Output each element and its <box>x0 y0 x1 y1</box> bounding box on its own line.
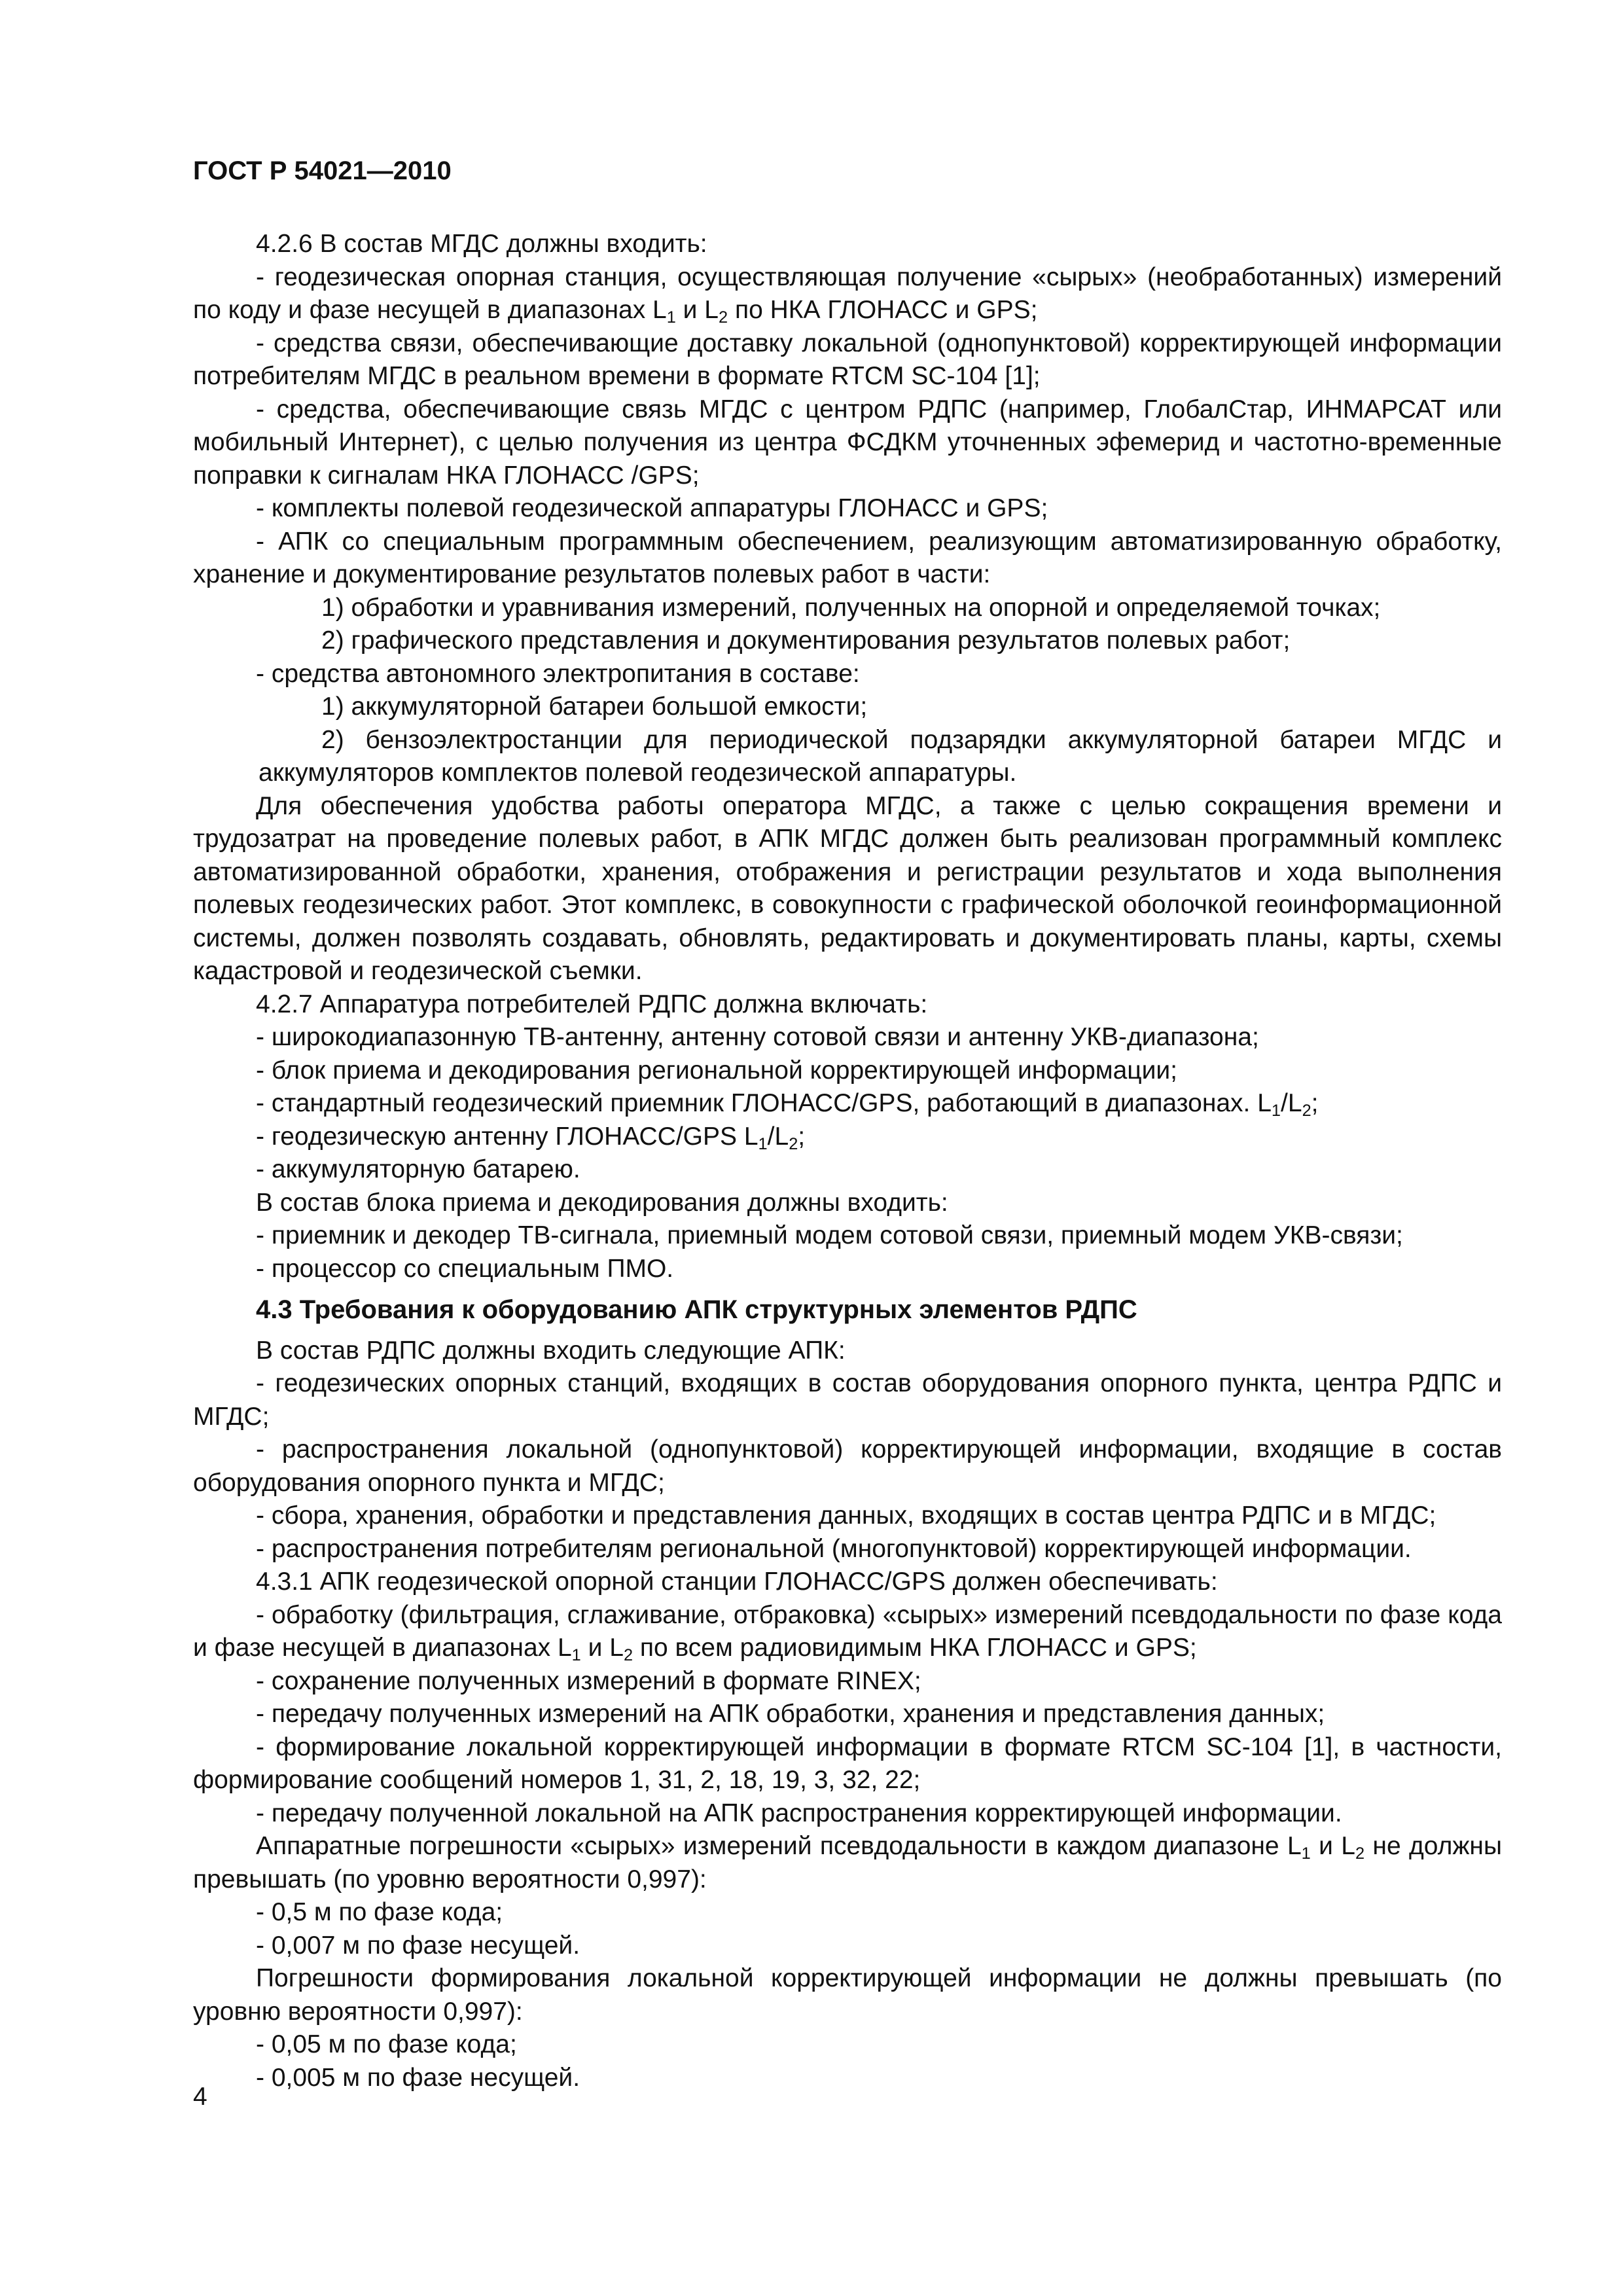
list-item: - 0,05 м по фазе кода; <box>256 2030 517 2058</box>
list-item: - геодезических опорных станций, входящих в состав оборудования опорного пункта, центра РДПС и МГДС; <box>193 1369 1502 1431</box>
list-item: - стандартный геодезический приемник ГЛОНАСС/GPS, работающий в диапазонах. $L_1/L_2$; <box>256 1089 1319 1121</box>
list-item: - распространения локальной (однопунктовой) корректирующей информации, входящие в состав оборудования опорного пункта и МГДС; <box>193 1435 1502 1497</box>
list-item: - АПК со специальным программным обеспечением, реализующим автоматизированную обработку, хранение и документирование результатов полевых работ в части: <box>193 527 1502 588</box>
clause-4-2-7-intro: 4.2.7 Аппаратура потребителей РДПС должна включать: <box>256 990 928 1018</box>
list-item: - средства, обеспечивающие связь МГДС с центром РДПС (например, ГлобалСтар, ИНМАРСАТ или мобильный Интернет), с целью получения из центра ФСДКМ уточненных эфемерид и частотно-временные поправки к сигналам НКА ГЛОНАСС /GPS; <box>193 395 1502 490</box>
paragraph: Аппаратные погрешности «сырых» измерений псевдодальности в каждом диапазоне $L_1$ и $L_2$ не должны превышать (по уровню вероятности 0,997): <box>193 1832 1502 1893</box>
list-item: - комплекты полевой геодезической аппаратуры ГЛОНАСС и GPS; <box>256 494 1048 522</box>
numbered-item: 2) графического представления и документирования результатов полевых работ; <box>321 626 1291 655</box>
list-item: - формирование локальной корректирующей информации в формате RTCM SC-104 [1], в частности, формирование сообщений номеров 1, 31, 2, 18, 19, 3, 32, 22; <box>193 1732 1502 1794</box>
list-item: - процессор со специальным ПМО. <box>256 1254 674 1283</box>
list-item: - аккумуляторную батарею. <box>256 1155 580 1183</box>
numbered-item: 2) бензоэлектростанции для периодической подзарядки аккумуляторной батареи МГДС и аккумуляторов комплектов полевой геодезической аппаратуры. <box>259 725 1502 787</box>
clause-4-3-1-intro: 4.3.1 АПК геодезической опорной станции ГЛОНАСС/GPS должен обеспечивать: <box>256 1568 1218 1596</box>
list-item: - блок приема и декодирования региональной корректирующей информации; <box>256 1056 1178 1085</box>
list-item: - 0,5 м по фазе кода; <box>256 1898 503 1926</box>
list-item: - распространения потребителям региональной (многопунктовой) корректирующей информации. <box>256 1534 1412 1563</box>
document-page <box>193 154 1502 2094</box>
list-item: - средства связи, обеспечивающие доставку локальной (однопунктовой) корректирующей информации потребителям МГДС в реальном времени в формате RTCM SC-104 [1]; <box>193 329 1502 390</box>
list-item: - широкодиапазонную ТВ-антенну, антенну сотовой связи и антенну УКВ-диапазона; <box>256 1023 1259 1051</box>
numbered-item: 1) аккумуляторной батареи большой емкости; <box>321 692 868 721</box>
section-heading-4-3: 4.3 Требования к оборудованию АПК структурных элементов РДПС <box>256 1295 1137 1324</box>
list-item: - сохранение полученных измерений в формате RINEX; <box>256 1666 921 1695</box>
paragraph: Для обеспечения удобства работы оператора МГДС, а также с целью сокращения времени и трудозатрат на проведение полевых работ, в АПК МГДС должен быть реализован программный комплекс автоматизированной обработки, хранения, отображения и регистрации результатов и хода выполнения полевых геодезических работ. Этот комплекс, в совокупности с графической оболочкой геоинформационной системы, должен позволять создавать, обновлять, редактировать и документировать планы, карты, схемы кадастровой и геодезической съемки. <box>193 791 1502 985</box>
list-item: - 0,005 м по фазе несущей. <box>256 2063 580 2092</box>
list-item: - сбора, хранения, обработки и представления данных, входящих в состав центра РДПС и в МГДС; <box>256 1501 1436 1530</box>
list-item: - геодезическая опорная станция, осуществляющая получение «сырых» (необработанных) измерений по коду и фазе несущей в диапазонах $L_1$ и $L_2$ по НКА ГЛОНАСС и GPS; <box>193 262 1502 327</box>
page-number: 4 <box>193 2083 207 2111</box>
list-item: - приемник и декодер ТВ-сигнала, приемный модем сотовой связи, приемный модем УКВ-связи; <box>256 1221 1403 1249</box>
list-item: - средства автономного электропитания в составе: <box>256 659 860 688</box>
list-item: - обработку (фильтрация, сглаживание, отбраковка) «сырых» измерений псевдодальности по фазе кода и фазе несущей в диапазонах $L_1$ и $L_2$ по всем радиовидимым НКА ГЛОНАСС и GPS; <box>193 1600 1502 1665</box>
paragraph: В состав блока приема и декодирования должны входить: <box>256 1188 948 1217</box>
paragraph: Погрешности формирования локальной корректирующей информации не должны превышать (по уровню вероятности 0,997): <box>193 1964 1502 2026</box>
clause-4-2-6-intro: 4.2.6 В состав МГДС должны входить: <box>256 230 707 258</box>
list-item: - передачу полученной локальной на АПК распространения корректирующей информации. <box>256 1799 1342 1827</box>
list-item: - геодезическую антенну ГЛОНАСС/GPS $L_1/L_2$; <box>256 1122 806 1153</box>
document-header: ГОСТ Р 54021—2010 <box>193 156 452 185</box>
paragraph: В состав РДПС должны входить следующие АПК: <box>256 1336 846 1365</box>
list-item: - 0,007 м по фазе несущей. <box>256 1931 580 1960</box>
numbered-item: 1) обработки и уравнивания измерений, полученных на опорной и определяемой точках; <box>321 593 1381 622</box>
list-item: - передачу полученных измерений на АПК обработки, хранения и представления данных; <box>256 1700 1325 1728</box>
